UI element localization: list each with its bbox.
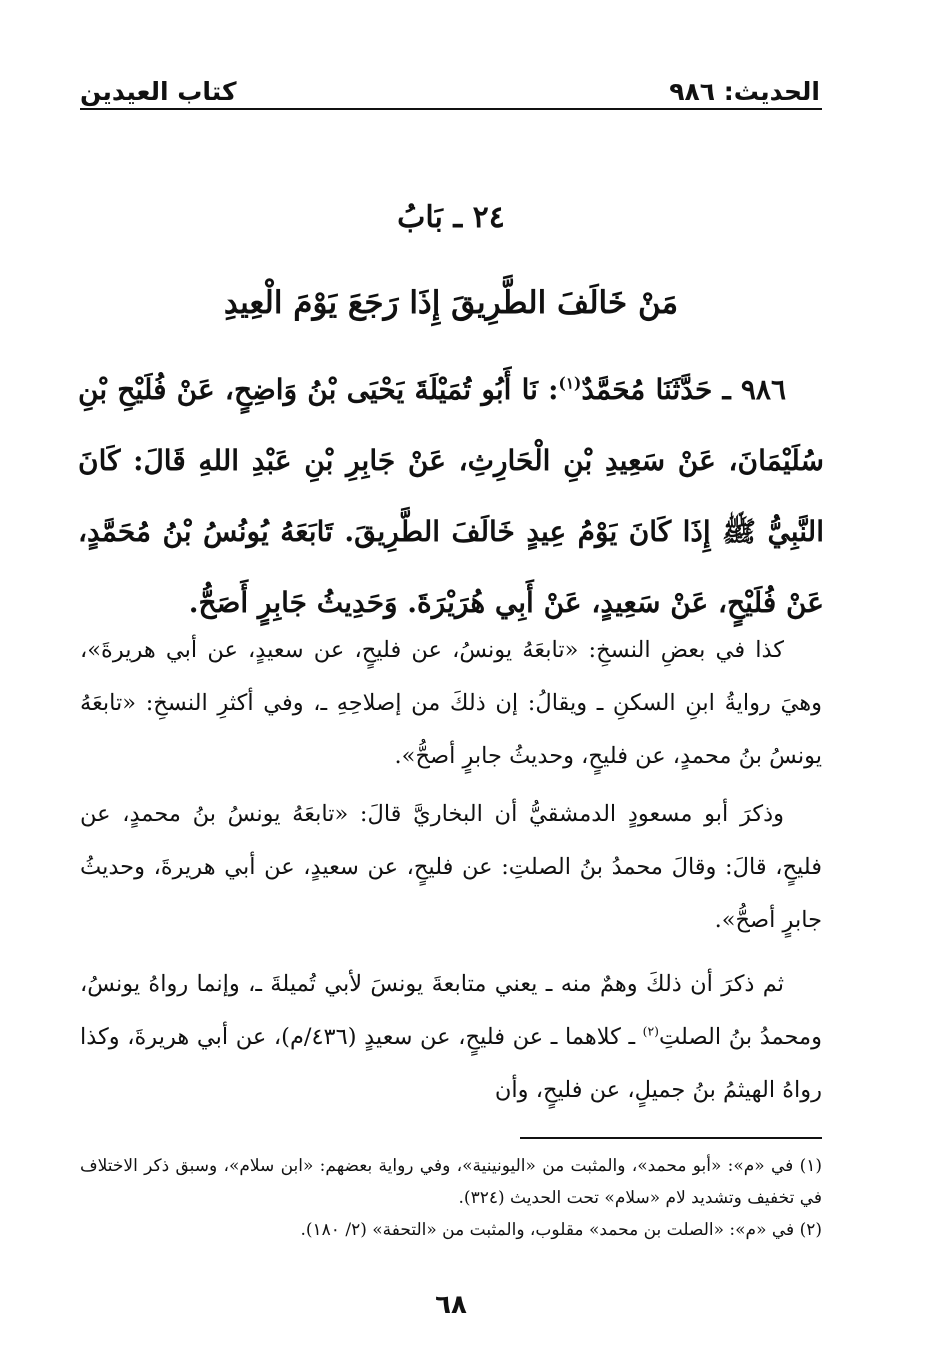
footnote-divider	[520, 1137, 822, 1139]
footnote-marker-2: (٢)	[642, 1024, 659, 1039]
hadith-text	[78, 354, 824, 638]
footnote-2: (٢) في «م»: «الصلت بن محمد» مقلوب، والمثبت من «التحفة» (٢/ ١٨٠).	[300, 1220, 822, 1240]
page-number: ٦٨	[435, 1290, 467, 1320]
commentary-paragraph-1	[80, 624, 822, 783]
header-book-title: كتاب العيدين	[80, 77, 237, 106]
header-divider	[80, 108, 822, 110]
header-hadith-number: الحديث: ٩٨٦	[669, 77, 820, 106]
commentary-text-3a: ثم ذكرَ أن ذلكَ وهمٌ منه ـ يعني متابعةَ يونسَ لأبي تُميلةَ ـ، وإنما رواهُ يونسُ، ومحمدُ بنُ الصلتِ	[80, 971, 822, 1050]
hadith-body: : نَا أَبُو تُمَيْلَةَ يَحْيَى بْنُ وَاضِحٍ، عَنْ فُلَيْحِ بْنِ سُلَيْمَانَ، عَنْ سَعِيدِ بْنِ الْحَارِثِ، عَنْ جَابِرِ بْنِ عَبْدِ اللهِ قَالَ: كَانَ النَّبِيُّ ﷺ إِذَا كَانَ يَوْمُ عِيدٍ خَالَفَ الطَّرِيقَ. تَابَعَهُ يُونُسُ بْنُ مُحَمَّدٍ، عَنْ فُلَيْحٍ، عَنْ سَعِيدٍ، عَنْ أَبِي هُرَيْرَةَ. وَحَدِيثُ جَابِرٍ أَصَحُّ.	[78, 373, 824, 619]
commentary-paragraph-2	[80, 788, 822, 947]
commentary-text-2: وذكرَ أبو مسعودٍ الدمشقيُّ أن البخاريَّ قالَ: «تابعَهُ يونسُ بنُ محمدٍ، عن فليحٍ، قالَ: وقالَ محمدُ بنُ الصلتِ: عن فليحٍ، عن سعيدٍ، عن أبي هريرةَ، وحديثُ جابرٍ أصحُّ».	[80, 801, 822, 933]
footnote-1: (١) في «م»: «أبو محمد»، والمثبت من «اليونينية»، وفي رواية بعضهم: «ابن سلام»، وسبق ذكر الاختلاف في تخفيف وتشديد لام «سلام» تحت الحديث (٣٢٤).	[80, 1156, 822, 1208]
chapter-number: ٢٤ ـ بَابُ	[397, 200, 505, 235]
commentary-text-1: كذا في بعضِ النسخِ: «تابعَهُ يونسُ، عن فليحٍ، عن سعيدٍ، عن أبي هريرةَ»، وهيَ روايةُ ابنِ السكنِ ـ ويقالُ: إن ذلكَ من إصلاحِهِ ـ، وفي أكثرِ النسخِ: «تابعَهُ يونسُ بنُ محمدٍ، عن فليحٍ، وحديثُ جابرٍ أصحُّ».	[80, 637, 822, 769]
commentary-paragraph-3	[80, 958, 822, 1117]
hadith-opening: ٩٨٦ ـ حَدَّثَنَا مُحَمَّدٌ	[581, 373, 786, 406]
chapter-title: مَنْ خَالَفَ الطَّرِيقَ إِذَا رَجَعَ يَوْمَ الْعِيدِ	[223, 285, 679, 321]
footnote-marker-1: (١)	[558, 374, 582, 393]
running-header	[80, 70, 820, 106]
footnotes	[80, 1150, 822, 1246]
commentary-text-3b: ـ كلاهما ـ عن فليحٍ، عن سعيدٍ (٤٣٦/م)، عن أبي هريرةَ، وكذا رواهُ الهيثمُ بنُ جميلٍ، عن فليحٍ، وأن	[80, 1024, 822, 1103]
